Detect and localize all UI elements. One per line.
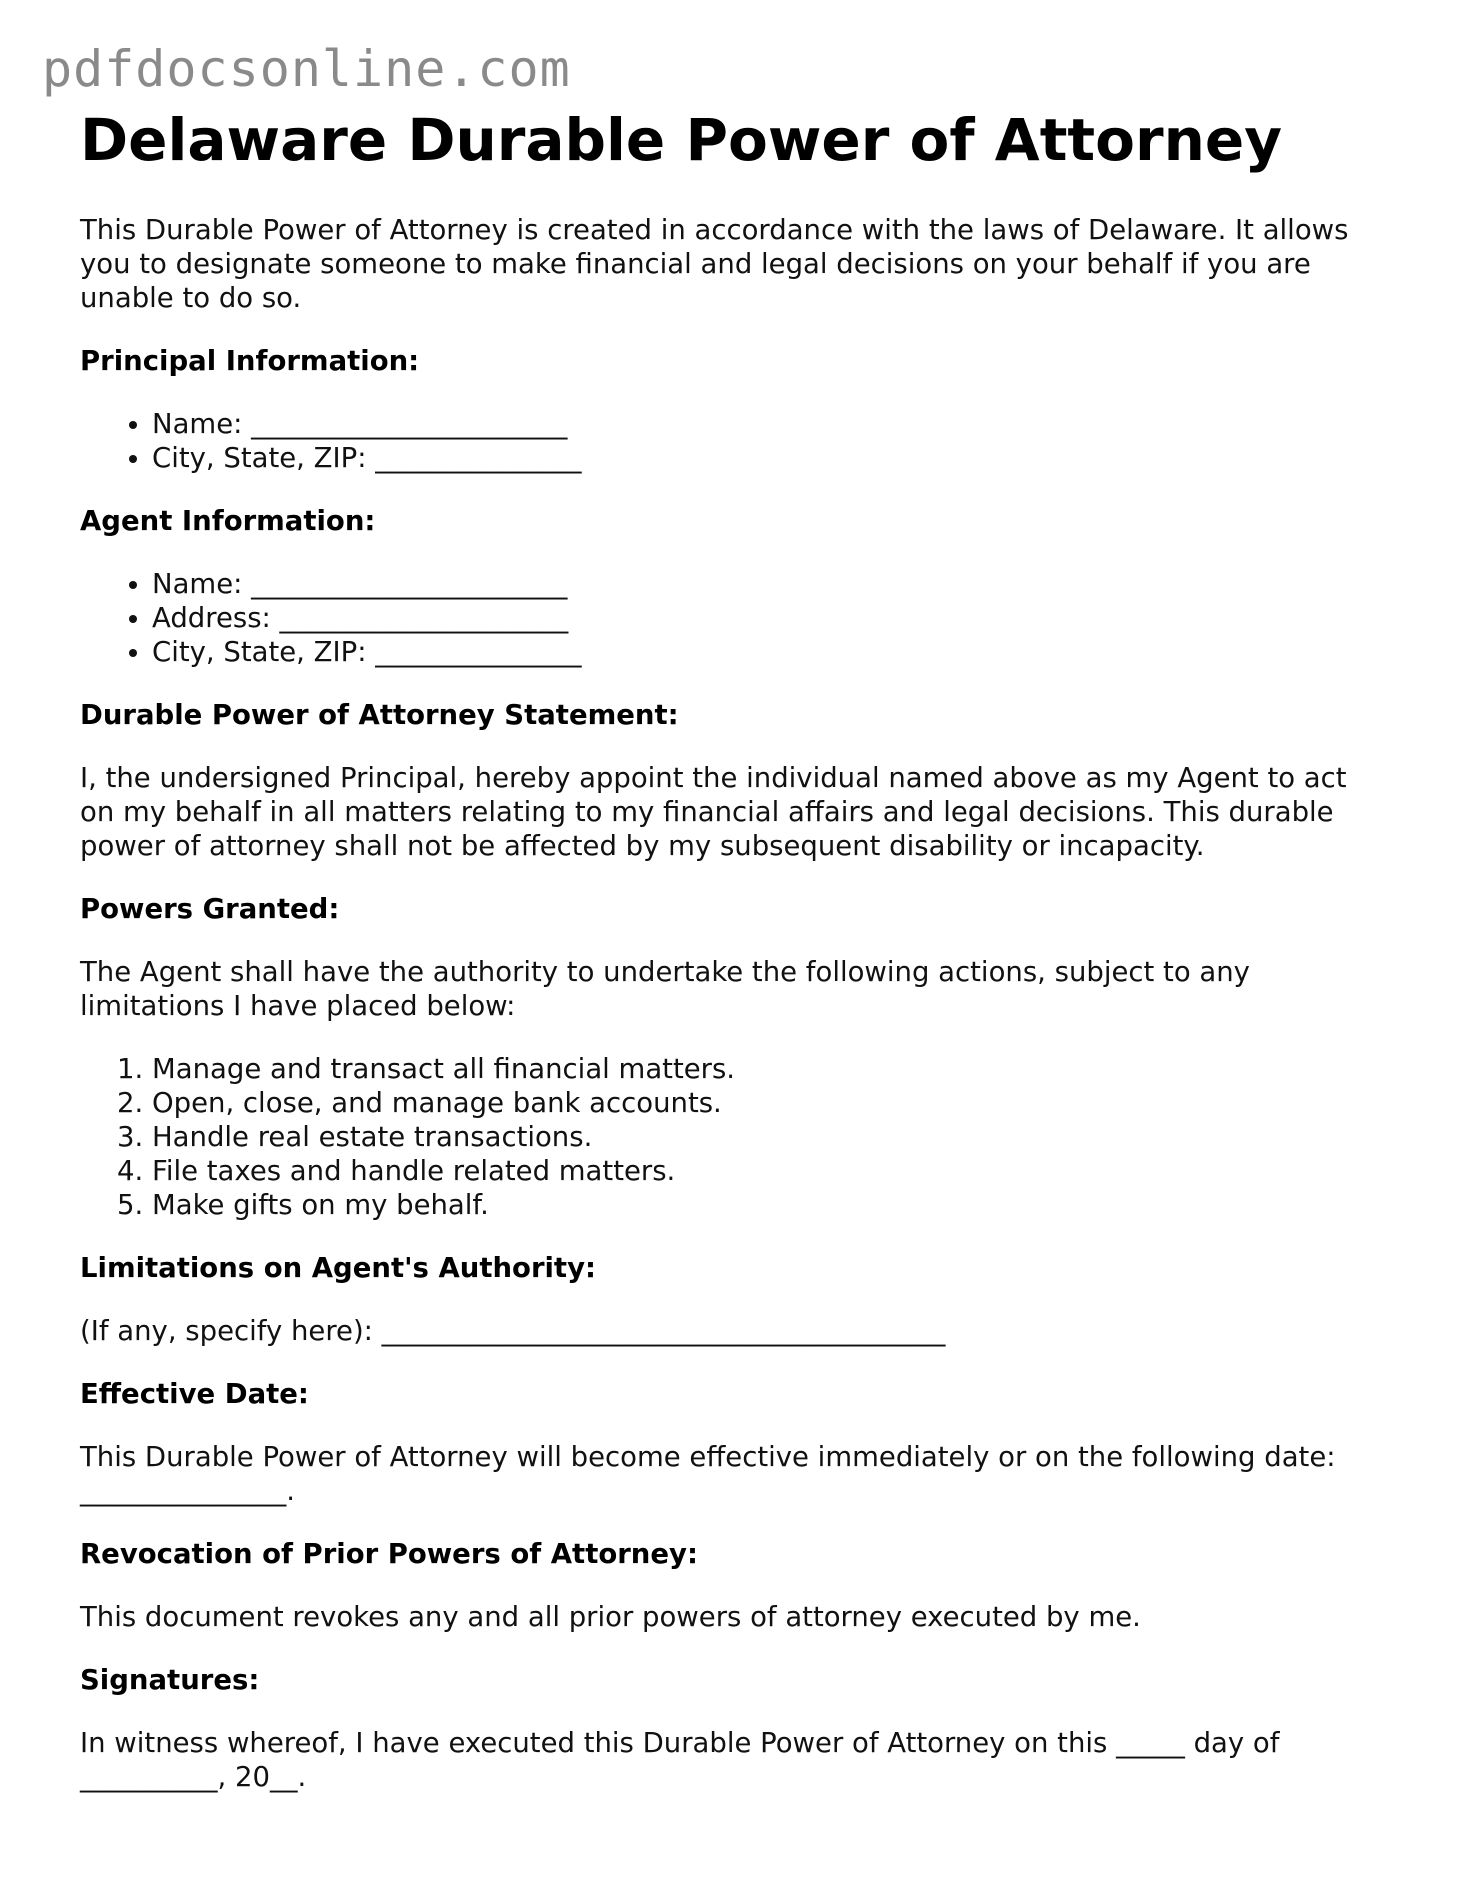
power-item: 5. Make gifts on my behalf. (152, 1188, 1380, 1222)
principal-heading: Principal Information: (80, 345, 420, 377)
signatures-paragraph: In witness whereof, I have executed this Durable Power of Attorney on this _____ day of __________, 20__. (80, 1727, 1280, 1793)
intro-paragraph: This Durable Power of Attorney is created in accordance with the laws of Delaware. It allows you to designate someone to make financial and legal decisions on your behalf if you are unable to do so. (80, 214, 1349, 314)
principal-name-field: • Name: _______________________ (152, 407, 1380, 441)
agent-address-field: • Address: _____________________ (152, 601, 1380, 635)
effective-date-heading: Effective Date: (80, 1378, 309, 1410)
statement-heading: Durable Power of Attorney Statement: (80, 699, 679, 731)
agent-city-field: • City, State, ZIP: _______________ (152, 635, 1380, 669)
effective-date-paragraph: This Durable Power of Attorney will become effective immediately or on the following date: _______________. (80, 1441, 1336, 1507)
power-item: 4. File taxes and handle related matters. (152, 1154, 1380, 1188)
limitations-paragraph: (If any, specify here): _________________________________________ (80, 1315, 946, 1347)
agent-name-field: • Name: _______________________ (152, 567, 1380, 601)
principal-list (80, 407, 1380, 475)
document-title: Delaware Durable Power of Attorney (80, 106, 1283, 174)
limitations-heading: Limitations on Agent's Authority: (80, 1252, 597, 1284)
agent-heading: Agent Information: (80, 505, 376, 537)
revocation-heading: Revocation of Prior Powers of Attorney: (80, 1538, 698, 1570)
revocation-paragraph: This document revokes any and all prior powers of attorney executed by me. (80, 1601, 1141, 1633)
power-item: 1. Manage and transact all financial matters. (152, 1052, 1380, 1086)
agent-list (80, 567, 1380, 669)
watermark: pdfdocsonline.com (42, 40, 571, 98)
power-item: 3. Handle real estate transactions. (152, 1120, 1380, 1154)
statement-paragraph: I, the undersigned Principal, hereby appoint the individual named above as my Agent to act on my behalf in all matters relating to my financial affairs and legal decisions. This durable power of attorney shall not be affected by my subsequent disability or incapacity. (80, 762, 1347, 862)
document-page (80, 106, 1380, 1794)
powers-heading: Powers Granted: (80, 893, 340, 925)
signatures-heading: Signatures: (80, 1664, 260, 1696)
principal-city-field: • City, State, ZIP: _______________ (152, 441, 1380, 475)
powers-list (80, 1052, 1380, 1222)
power-item: 2. Open, close, and manage bank accounts. (152, 1086, 1380, 1120)
powers-paragraph: The Agent shall have the authority to undertake the following actions, subject to any limitations I have placed below: (80, 956, 1250, 1022)
